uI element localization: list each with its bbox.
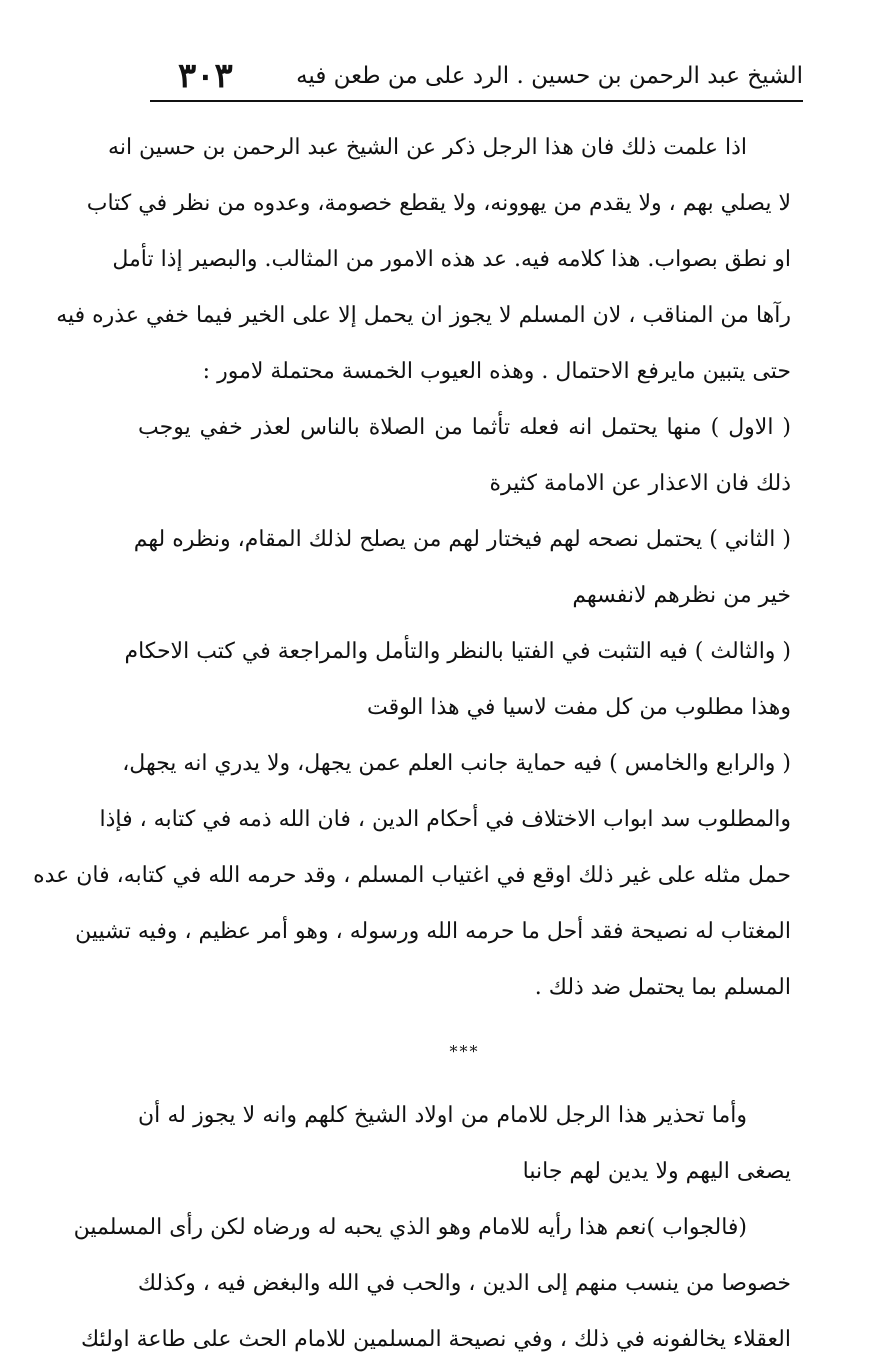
- text-line: يصغى اليهم ولا يدين لهم جانبا: [522, 1159, 791, 1184]
- text-line: لا يصلي بهم ، ولا يقدم من يهوونه، ولا يقطع خصومة، وعدوه من نظر في كتاب: [86, 191, 791, 216]
- section-separator: ***: [449, 1042, 480, 1061]
- text-line: والمطلوب سد ابواب الاختلاف في أحكام الدين ، فان الله ذمه في كتابه ، فإذا: [99, 807, 791, 832]
- text-line: خير من نظرهم لانفسهم: [572, 583, 791, 608]
- text-line: ( الثاني ) يحتمل نصحه لهم فيختار لهم من يصلح لذلك المقام، ونظره لهم: [133, 527, 791, 552]
- text-line: (فالجواب )نعم هذا رأيه للامام وهو الذي يحبه له ورضاه لكن رأى المسلمين: [73, 1215, 747, 1240]
- page-number: ٣٠٣: [178, 56, 233, 96]
- text-line: ( والثالث ) فيه التثبت في الفتيا بالنظر والتأمل والمراجعة في كتب الاحكام: [124, 639, 791, 664]
- text-line: ذلك فان الاعذار عن الامامة كثيرة: [489, 471, 791, 496]
- text-line: المسلم بما يحتمل ضد ذلك .: [534, 975, 791, 1000]
- text-line: رآها من المناقب ، لان المسلم لا يجوز ان يحمل إلا على الخير فيما خفي عذره فيه: [56, 303, 791, 328]
- text-line: وهذا مطلوب من كل مفت لاسيا في هذا الوقت: [367, 695, 791, 720]
- header-title: الشيخ عبد الرحمن بن حسين . الرد على من طعن فيه: [296, 63, 803, 89]
- text-line: اذا علمت ذلك فان هذا الرجل ذكر عن الشيخ عبد الرحمن بن حسين انه: [108, 135, 747, 160]
- text-line: وأما تحذير هذا الرجل للامام من اولاد الشيخ كلهم وانه لا يجوز له أن: [138, 1103, 747, 1128]
- text-line: ( والرابع والخامس ) فيه حماية جانب العلم عمن يجهل، ولا يدري انه يجهل،: [122, 751, 791, 776]
- page-body: [33, 120, 791, 1368]
- text-line: خصوصا من ينسب منهم إلى الدين ، والحب في الله والبغض فيه ، وكذلك: [137, 1271, 791, 1296]
- text-line: او نطق بصواب. هذا كلامه فيه. عد هذه الامور من المثالب. والبصير إذا تأمل: [112, 247, 791, 272]
- text-line: ( الاول ) منها يحتمل انه فعله تأثما من الصلاة بالناس لعذر خفي يوجب: [138, 415, 791, 440]
- running-header: [150, 52, 803, 102]
- text-line: حمل مثله على غير ذلك اوقع في اغتياب المسلم ، وقد حرمه الله في كتابه، فان عده: [33, 863, 791, 888]
- text-line: المغتاب له نصيحة فقد أحل ما حرمه الله ورسوله ، وهو أمر عظيم ، وفيه تشيين: [75, 919, 791, 944]
- text-line: حتى يتبين مايرفع الاحتمال . وهذه العيوب الخمسة محتملة لامور :: [202, 359, 791, 384]
- text-line: العقلاء يخالفونه في ذلك ، وفي نصيحة المسلمين للامام الحث على طاعة اولئك: [80, 1327, 791, 1352]
